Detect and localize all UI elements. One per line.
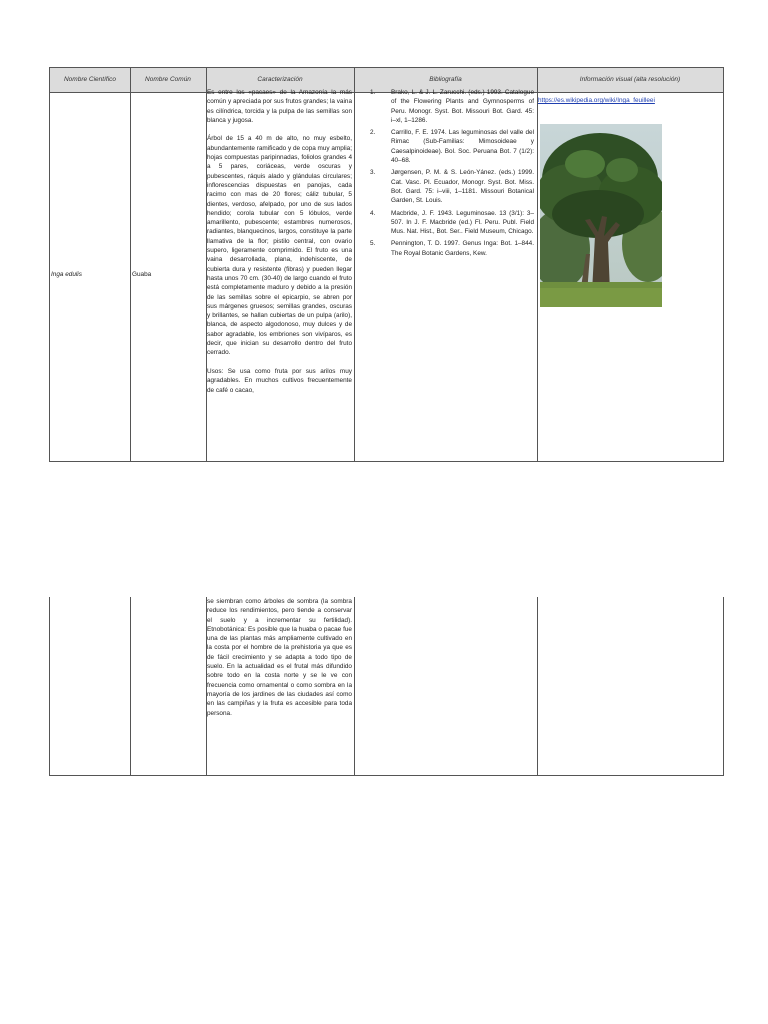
characterization-continuation (207, 597, 352, 773)
column-divider (130, 68, 131, 461)
column-divider (537, 597, 538, 775)
reference-item (356, 168, 534, 205)
reference-text: Macbride, J. F. 1943. Leguminosae. 13 (3/1): 3–507. In J. F. Macbride (ed.) Fl. Peru. Publ. Field Mus. Nat. Hist., Bot. Ser.. Field Museum, Chicago. (391, 209, 534, 236)
reference-item (356, 209, 534, 237)
reference-item (356, 128, 534, 165)
characterization-continued-text: se siembran como árboles de sombra (la sombra reduce los rendimientos, pero tiende a conservar el suelo y a incrementar su fertilidad). Etnobotánica: Es posible que la huaba o pacae fue una de las plantas más ampliamente cultivado en la costa por el hombre de la prehistoria ya que es de fácil crecimiento y se adapta a todo tipo de suelo. En la actualidad es el frutal más difundido sobre todo en la costa norte y se le ve con frecuencia como ornamental o como sombra en la mayoría de los jardines de las ciudades así como en las campiñas y la fruta es accesible para toda persona. (207, 598, 352, 717)
reference-number: 1. (370, 89, 376, 96)
reference-text: Pennington, T. D. 1997. Genus Inga: Bot. 1–844. The Royal Botanic Gardens, Kew. (391, 240, 534, 257)
column-divider (537, 68, 538, 461)
characterization-description: Árbol de 15 a 40 m de alto, no muy esbelto, abundantemente ramificado y de copa muy amplia; hojas compuestas paripinnadas, foliolos grandes 4 a 5 pares, coriáceas, verde oscuras y pubescentes, ráquis alado y glándulas circulares; inflorescencias dispuestas en panojas, cada racimo con mas de 20 flores; cáliz tubular, 5 dientes, verdoso, afelpado, por uno de sus lados hendido; corola tubular con 5 lóbulos, verde amarillento, pubescente; estambres numerosos, radiantes, blanquecinos, largos, constituye la parte llamativa de la flor; pistilo central, con ovario supero, ligeramente comprimido. El fruto es una vaina desarrollada, plana, indehiscente, de cubierta dura y resistente (fibras) y pueden llegar hasta unos 70 cm. (30-40) de largo cuando el fruto está completamente maduro y debido a la presión de las semillas sobre el epicarpio, se abren por sus márgenes gruesos; semillas grandes, oscuras y brillantes, se hallan cubiertas de un pulpa (arilo), blanca, de aspecto algodonoso, muy dulces y de sabor agradable, los embriones son vivíparos, es decir, que inician su desarrollo dentro del fruto cerrado. (207, 135, 352, 357)
header-scientific-name: Nombre Científico (63, 76, 117, 83)
reference-text: Carrillo, F. E. 1974. Las leguminosas del valle del Rimac (Sub-Familias: Mimosoideae y Caesalpinoideae). Bol. Soc. Peruana Bot. 7 (1/2): 40–68. (391, 129, 534, 165)
header-characterization: Caracterización (257, 76, 303, 83)
reference-number: 3. (370, 169, 376, 177)
reference-text: Jørgensen, P. M. & S. León-Yánez. (eds.) 1999. Cat. Vasc. Pl. Ecuador, Monogr. Syst. Bot. Miss. Bot. Gard. 75: i–viii, 1–1181. Missouri Botanical Garden, St. Louis. (391, 169, 534, 205)
species-table (49, 67, 724, 462)
reference-number: 4. (370, 209, 376, 217)
reference-number: 5. (370, 240, 376, 248)
characterization-uses: Usos: Se usa como fruta por sus arilos muy agradables. En muchos cultivos frecuentemente de café o cacao, (207, 367, 352, 394)
header-common-name: Nombre Común (145, 76, 191, 83)
species-table-continuation (49, 597, 724, 776)
tree-photo (540, 124, 662, 307)
header-visual-info: Información visual (alta resolución) (579, 76, 681, 83)
reference-number: 2. (370, 129, 376, 137)
reference-item (356, 239, 534, 258)
column-divider (130, 597, 131, 775)
common-name: Guaba (132, 271, 152, 278)
characterization-text (207, 88, 352, 460)
wikipedia-link[interactable]: https://es.wikipedia.org/wiki/Inga_feuilleei (538, 97, 655, 104)
characterization-intro: Es entre los «pacaes» de la Amazonía la más común y apreciada por sus frutos grandes; la vaina es cilíndrica, torcida y la pulpa de las semillas son blanca y jugosa. (207, 89, 352, 124)
bibliography-list (356, 88, 534, 288)
column-divider (354, 68, 355, 461)
header-bibliography: Bibliografía (429, 76, 462, 83)
reference-item (356, 88, 534, 125)
reference-text: Brako, L. & J. L. Zarucchi. (eds.) 1993. Catalogue of the Flowering Plants and Gymnosperms of Peru. Monogr. Syst. Bot. Missouri Bot. Gard. 45: i–xl, 1–1286. (391, 89, 534, 124)
column-divider (354, 597, 355, 775)
scientific-name: Inga edulis (51, 271, 82, 278)
